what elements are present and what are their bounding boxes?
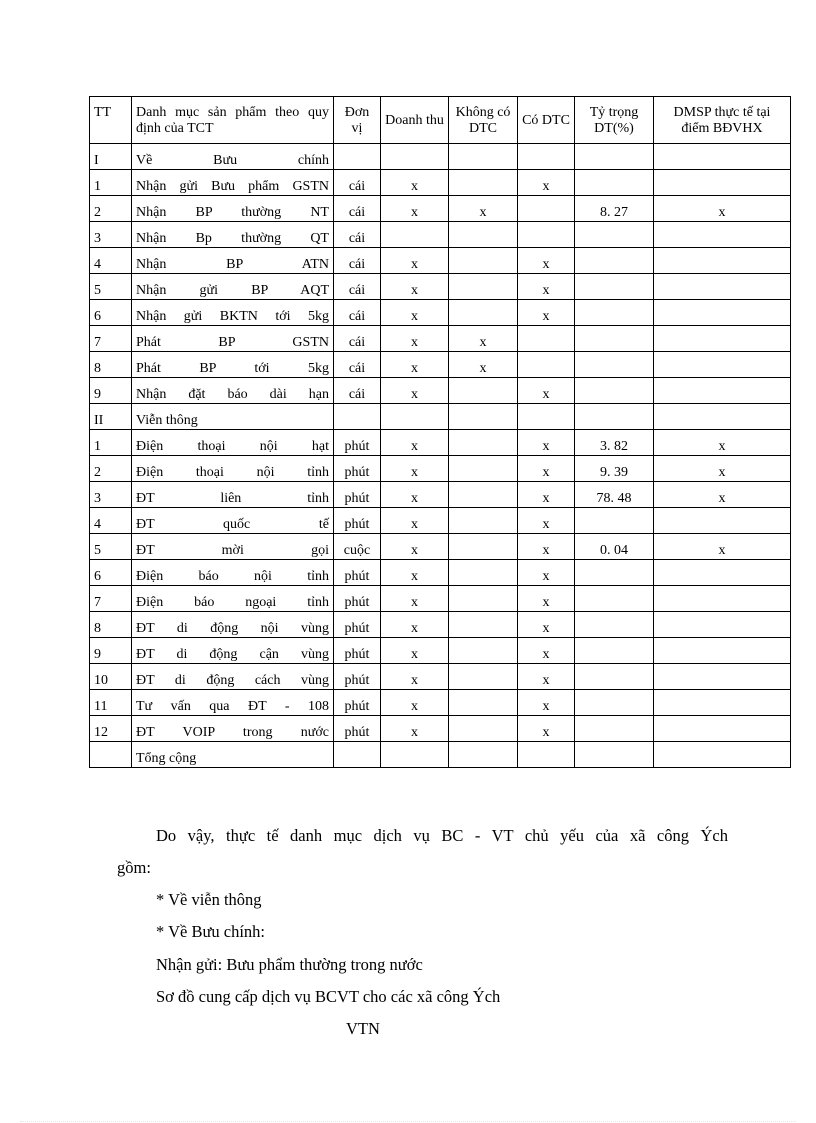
table-cell: x (381, 196, 449, 222)
table-cell (449, 144, 518, 170)
table-cell (654, 508, 791, 534)
table-cell (449, 248, 518, 274)
table-cell: ĐT di động cận vùng (132, 638, 334, 664)
table-cell: x (518, 170, 575, 196)
table-cell: Điện thoại nội tỉnh (132, 456, 334, 482)
table-cell (449, 638, 518, 664)
table-cell (518, 352, 575, 378)
table-cell (449, 456, 518, 482)
table-cell: x (381, 534, 449, 560)
table-cell: phút (334, 586, 381, 612)
table-cell (518, 196, 575, 222)
header-cell: DMSP thực tế tại điểm BĐVHX (654, 97, 791, 144)
table-row (90, 742, 791, 768)
table-row (90, 274, 791, 300)
table-cell: ĐT liên tỉnh (132, 482, 334, 508)
buu-chinh-line: * Về Bưu chính: (156, 922, 266, 941)
table-cell (449, 222, 518, 248)
paragraph-line-2: gồm: (117, 858, 151, 877)
table-cell: x (654, 534, 791, 560)
table-cell: Viễn thông (132, 404, 334, 430)
table-cell: x (518, 612, 575, 638)
table-cell: ĐT di động nội vùng (132, 612, 334, 638)
table-cell (654, 638, 791, 664)
table-cell (449, 534, 518, 560)
table-cell (575, 326, 654, 352)
table-row (90, 404, 791, 430)
header-cell: Tỷ trọng DT(%) (575, 97, 654, 144)
table-cell: x (518, 482, 575, 508)
table-cell (449, 430, 518, 456)
table-cell (449, 742, 518, 768)
table-cell: x (381, 274, 449, 300)
nhan-gui-line: Nhận gửi: Bưu phẩm thường trong nước (156, 955, 423, 974)
table-cell: x (381, 508, 449, 534)
table-cell: x (381, 378, 449, 404)
table-cell (654, 248, 791, 274)
table-cell (654, 352, 791, 378)
table-cell: 8 (90, 352, 132, 378)
table-cell: x (449, 352, 518, 378)
table-cell: 9. 39 (575, 456, 654, 482)
table-cell: cuộc (334, 534, 381, 560)
table-cell: x (518, 300, 575, 326)
table-cell: phút (334, 664, 381, 690)
table-cell: 6 (90, 560, 132, 586)
table-cell (654, 742, 791, 768)
table-cell: x (518, 248, 575, 274)
table-cell: Nhận gửi Bưu phẩm GSTN (132, 170, 334, 196)
table-cell: x (381, 248, 449, 274)
table-cell: x (518, 456, 575, 482)
table-row (90, 196, 791, 222)
table-cell (381, 742, 449, 768)
table-row (90, 508, 791, 534)
table-cell (381, 222, 449, 248)
table-cell (654, 404, 791, 430)
table-cell: 3 (90, 222, 132, 248)
table-cell (334, 404, 381, 430)
table-cell: x (381, 300, 449, 326)
table-cell (381, 404, 449, 430)
table-cell (449, 482, 518, 508)
table-cell: x (654, 456, 791, 482)
table-cell (518, 742, 575, 768)
table-cell: cái (334, 326, 381, 352)
table-cell: 78. 48 (575, 482, 654, 508)
table-cell (575, 742, 654, 768)
table-cell (575, 352, 654, 378)
table-cell (654, 664, 791, 690)
table-cell: Nhận gửi BP AQT (132, 274, 334, 300)
table-cell (449, 274, 518, 300)
table-cell: 2 (90, 456, 132, 482)
table-cell: 3 (90, 482, 132, 508)
table-cell (575, 638, 654, 664)
table-cell: x (381, 690, 449, 716)
table-cell (654, 144, 791, 170)
table-cell (575, 664, 654, 690)
table-cell (575, 144, 654, 170)
table-cell: cái (334, 196, 381, 222)
table-cell (654, 612, 791, 638)
table-cell: Nhận gửi BKTN tới 5kg (132, 300, 334, 326)
table-cell (449, 300, 518, 326)
table-cell: phút (334, 508, 381, 534)
table-cell: ĐT di động cách vùng (132, 664, 334, 690)
table-cell: Nhận đặt báo dài hạn (132, 378, 334, 404)
table-cell (575, 716, 654, 742)
table-cell: 4 (90, 508, 132, 534)
table-cell (654, 170, 791, 196)
table-cell: 8 (90, 612, 132, 638)
table-row (90, 430, 791, 456)
table-row (90, 586, 791, 612)
table-cell: Phát BP GSTN (132, 326, 334, 352)
table-row (90, 560, 791, 586)
table-cell: x (381, 352, 449, 378)
header-cell: Danh mục sản phẩm theo quy định của TCT (132, 97, 334, 144)
table-cell: x (518, 508, 575, 534)
table-cell: Điện báo nội tỉnh (132, 560, 334, 586)
table-cell: 9 (90, 638, 132, 664)
table-cell (449, 170, 518, 196)
so-do-line: Sơ đồ cung cấp dịch vụ BCVT cho các xã công Ých (156, 987, 501, 1006)
table-cell: phút (334, 690, 381, 716)
table-cell: Về Bưu chính (132, 144, 334, 170)
table-cell: phút (334, 560, 381, 586)
table-row (90, 170, 791, 196)
table-cell (449, 560, 518, 586)
page-footer-divider (20, 1121, 796, 1122)
table-cell: 1 (90, 170, 132, 196)
table-cell (334, 742, 381, 768)
header-cell: Đơn vị (334, 97, 381, 144)
table-cell (381, 144, 449, 170)
table-row (90, 664, 791, 690)
table-cell: cái (334, 378, 381, 404)
table-cell (575, 222, 654, 248)
table-header-row (90, 97, 791, 144)
table-cell: cái (334, 352, 381, 378)
table-cell (449, 716, 518, 742)
table-cell: x (518, 664, 575, 690)
table-cell: Nhận Bp thường QT (132, 222, 334, 248)
table-row (90, 716, 791, 742)
table-cell: x (518, 560, 575, 586)
table-cell: x (381, 586, 449, 612)
table-cell: x (381, 170, 449, 196)
table-row (90, 690, 791, 716)
table-cell: 6 (90, 300, 132, 326)
table-cell (654, 222, 791, 248)
table-cell: x (518, 274, 575, 300)
table-cell (575, 300, 654, 326)
table-cell: ĐT quốc tế (132, 508, 334, 534)
table-cell: x (449, 196, 518, 222)
table-cell: 4 (90, 248, 132, 274)
table-cell: cái (334, 170, 381, 196)
table-cell: II (90, 404, 132, 430)
table-cell: x (518, 638, 575, 664)
table-cell: 5 (90, 274, 132, 300)
table-cell (518, 222, 575, 248)
table-cell: Tư vấn qua ĐT - 108 (132, 690, 334, 716)
table-cell: phút (334, 430, 381, 456)
vtn-label: VTN (346, 1019, 380, 1038)
table-row (90, 612, 791, 638)
table-cell: x (381, 664, 449, 690)
table-row (90, 534, 791, 560)
table-cell (575, 404, 654, 430)
table-cell: x (654, 482, 791, 508)
table-cell: cái (334, 222, 381, 248)
table-cell (90, 742, 132, 768)
table-cell: 2 (90, 196, 132, 222)
table-cell (654, 274, 791, 300)
table-cell: 7 (90, 586, 132, 612)
table-cell (654, 326, 791, 352)
table-cell: 7 (90, 326, 132, 352)
header-cell: Có DTC (518, 97, 575, 144)
table-cell (575, 612, 654, 638)
table-cell: phút (334, 612, 381, 638)
table-cell: x (381, 456, 449, 482)
table-cell (575, 508, 654, 534)
vien-thong-line: * Về viễn thông (156, 890, 262, 909)
table-cell (654, 300, 791, 326)
services-table (89, 96, 791, 768)
table-cell: cái (334, 248, 381, 274)
table-cell: Điện báo ngoại tỉnh (132, 586, 334, 612)
table-cell: x (449, 326, 518, 352)
table-cell: x (381, 482, 449, 508)
table-cell (654, 716, 791, 742)
table-cell: x (381, 612, 449, 638)
table-cell (575, 690, 654, 716)
table-cell: 8. 27 (575, 196, 654, 222)
table-cell (449, 612, 518, 638)
table-cell (449, 664, 518, 690)
table-cell: x (518, 430, 575, 456)
table-cell (575, 586, 654, 612)
table-cell (575, 560, 654, 586)
table-cell: phút (334, 456, 381, 482)
table-cell: Điện thoại nội hạt (132, 430, 334, 456)
table-cell (334, 144, 381, 170)
table-cell: 0. 04 (575, 534, 654, 560)
table-cell: phút (334, 638, 381, 664)
table-cell: Nhận BP thường NT (132, 196, 334, 222)
table-row (90, 378, 791, 404)
table-cell: x (381, 638, 449, 664)
table-cell: x (381, 560, 449, 586)
table-cell (575, 274, 654, 300)
table-cell: phút (334, 482, 381, 508)
table-cell: x (654, 430, 791, 456)
table-cell: cái (334, 300, 381, 326)
table-cell: 1 (90, 430, 132, 456)
table-cell (518, 144, 575, 170)
table-cell (575, 170, 654, 196)
table-cell (575, 378, 654, 404)
table-cell: ĐT VOIP trong nước (132, 716, 334, 742)
table-cell: x (381, 716, 449, 742)
table-cell (518, 404, 575, 430)
table-cell: x (381, 326, 449, 352)
table-cell (654, 560, 791, 586)
table-cell: Nhận BP ATN (132, 248, 334, 274)
table-row (90, 300, 791, 326)
table-cell: x (518, 378, 575, 404)
header-cell: Doanh thu (381, 97, 449, 144)
table-cell (449, 404, 518, 430)
table-cell (575, 248, 654, 274)
table-row (90, 248, 791, 274)
table-row (90, 638, 791, 664)
table-cell: 12 (90, 716, 132, 742)
table-cell (654, 586, 791, 612)
table-cell: cái (334, 274, 381, 300)
table-cell: x (518, 716, 575, 742)
table-cell: 3. 82 (575, 430, 654, 456)
table-cell (654, 690, 791, 716)
table-cell: x (518, 586, 575, 612)
header-cell: Không có DTC (449, 97, 518, 144)
table-cell: I (90, 144, 132, 170)
table-cell: 11 (90, 690, 132, 716)
table-cell: phút (334, 716, 381, 742)
paragraph-line-1: Do vậy, thực tế danh mục dịch vụ BC - VT chủ yếu của xã công Ých (156, 826, 728, 845)
table-row (90, 482, 791, 508)
table-cell (449, 586, 518, 612)
table-cell (518, 326, 575, 352)
table-row (90, 352, 791, 378)
table-cell: 9 (90, 378, 132, 404)
table-cell: x (381, 430, 449, 456)
table-cell: Tổng cộng (132, 742, 334, 768)
table-cell (449, 508, 518, 534)
table-row (90, 456, 791, 482)
header-cell: TT (90, 97, 132, 144)
table-cell: ĐT mời gọi (132, 534, 334, 560)
table-cell (654, 378, 791, 404)
table-cell: Phát BP tới 5kg (132, 352, 334, 378)
table-cell: 10 (90, 664, 132, 690)
table-cell (449, 378, 518, 404)
table-cell: x (518, 690, 575, 716)
table-cell (449, 690, 518, 716)
table-row (90, 144, 791, 170)
table-row (90, 222, 791, 248)
table-cell: 5 (90, 534, 132, 560)
table-row (90, 326, 791, 352)
table-cell: x (654, 196, 791, 222)
table-cell: x (518, 534, 575, 560)
